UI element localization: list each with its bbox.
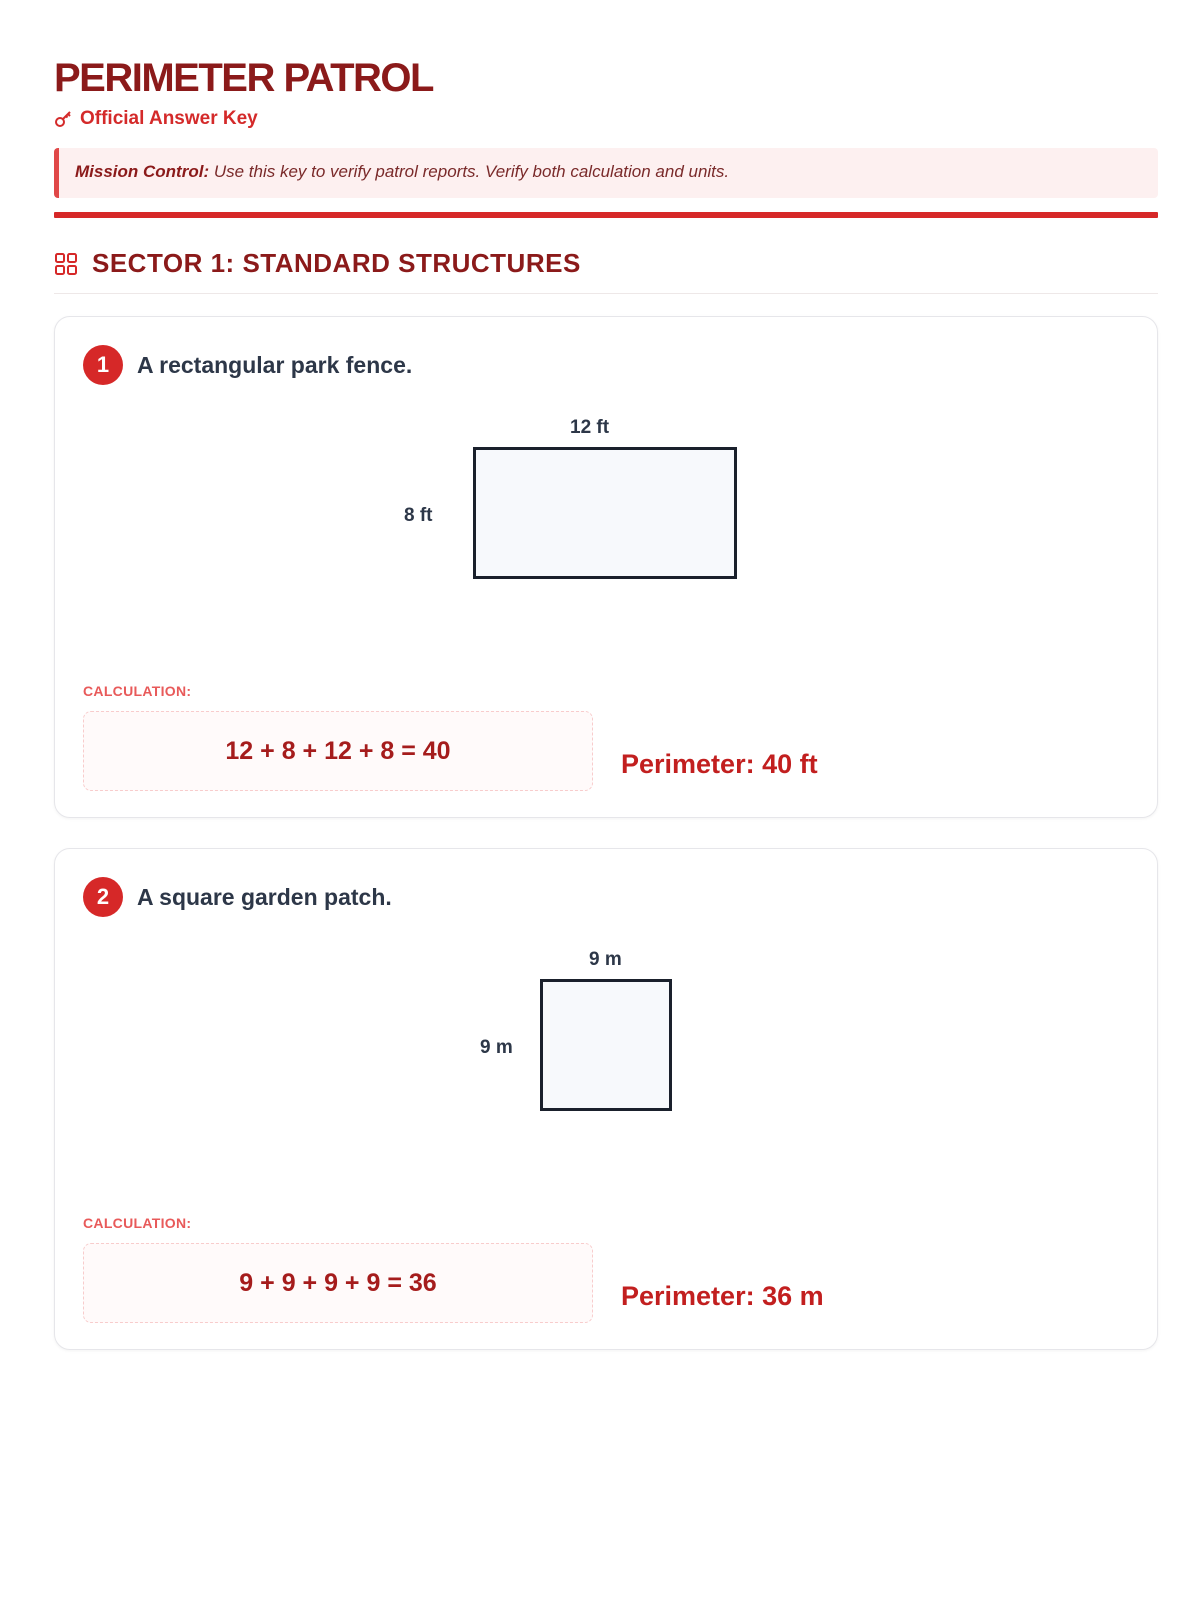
calculation-box: 12 + 8 + 12 + 8 = 40: [83, 711, 593, 791]
subtitle-text: Official Answer Key: [80, 108, 258, 129]
perimeter-answer: Perimeter: 36 m: [621, 1281, 824, 1311]
question-text: A rectangular park fence.: [137, 351, 413, 378]
mission-label: Mission Control:: [75, 162, 210, 181]
calculation-box: 9 + 9 + 9 + 9 = 36: [83, 1243, 593, 1323]
question-header: [83, 877, 392, 917]
mission-control-note: [54, 148, 1158, 198]
calculation-label: CALCULATION:: [83, 1215, 192, 1231]
sector-title: SECTOR 1: STANDARD STRUCTURES: [92, 248, 581, 278]
key-icon: [54, 109, 74, 129]
question-header: [83, 345, 412, 385]
sector-divider: [54, 293, 1158, 294]
question-card-2: [54, 848, 1158, 1350]
square-shape: [540, 979, 672, 1111]
grid-icon: [54, 252, 78, 276]
side-dimension-label: 9 m: [480, 1037, 513, 1058]
top-dimension-label: 9 m: [589, 949, 622, 970]
mission-text: Use this key to verify patrol reports. Verify both calculation and units.: [213, 162, 730, 181]
sector-heading: [54, 248, 581, 279]
subtitle: [54, 108, 258, 130]
rectangle-shape: [473, 447, 737, 579]
question-number-badge: 2: [83, 877, 123, 917]
question-text: A square garden patch.: [137, 883, 392, 910]
perimeter-answer: Perimeter: 40 ft: [621, 749, 818, 779]
calculation-label: CALCULATION:: [83, 683, 192, 699]
question-card-1: [54, 316, 1158, 818]
side-dimension-label: 8 ft: [404, 505, 433, 526]
question-number-badge: 1: [83, 345, 123, 385]
page-title: PERIMETER PATROL: [54, 56, 433, 100]
header-divider: [54, 212, 1158, 218]
top-dimension-label: 12 ft: [570, 417, 610, 438]
